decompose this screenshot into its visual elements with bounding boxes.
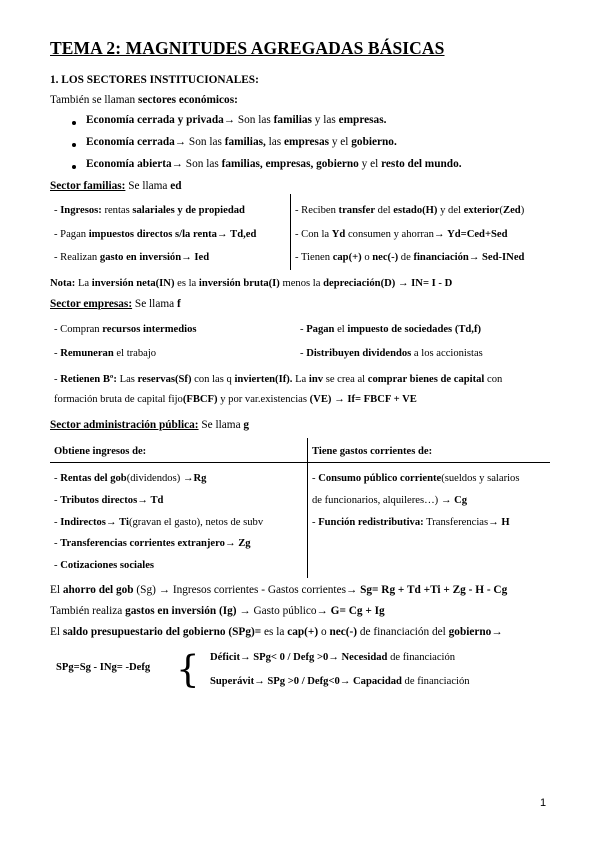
curly-brace-icon: { xyxy=(176,648,200,691)
familias-right-item: - Tienen cap(+) o nec(-) de financiación→ Sed-INed xyxy=(295,252,525,263)
section-heading: 1. LOS SECTORES INSTITUCIONALES: xyxy=(50,74,259,86)
admin-heading: Sector administración pública: Se llama g xyxy=(50,419,250,431)
spg-formula: SPg=Sg - INg= -Defg xyxy=(56,662,151,673)
familias-right-item: - Reciben transfer del estado(H) y del exterior(Zed) xyxy=(295,205,525,216)
empresas-right-item: - Distribuyen dividendos a los accionistas xyxy=(300,348,483,359)
gastos-inversion-line: También realiza gastos en inversión (Ig) → Gasto público→ G= Cg + Ig xyxy=(50,605,385,617)
familias-left-item: - Pagan impuestos directos s/la renta→ Td,ed xyxy=(54,229,257,240)
table-header-rule xyxy=(50,462,550,463)
admin-right-item: de funcionarios, alquileres…) → Cg xyxy=(312,495,468,506)
page-title: TEMA 2: MAGNITUDES AGREGADAS BÁSICAS xyxy=(50,38,445,58)
nota-line: Nota: La inversión neta(IN) es la inversión bruta(I) menos la depreciación(D) → IN= I - D xyxy=(50,278,453,289)
admin-left-item: - Tributos directos→ Td xyxy=(54,495,164,506)
saldo-line: El saldo presupuestario del gobierno (SPg)= es la cap(+) o nec(-) de financiación del gobierno→ xyxy=(50,626,503,638)
admin-right-header: Tiene gastos corrientes de: xyxy=(312,446,433,457)
empresas-left-item: - Remuneran el trabajo xyxy=(54,348,157,359)
retienen-line: - Retienen Bº: Las reservas(Sf) con las q invierten(If). La inv se crea al comprar bienes de capital con xyxy=(54,374,503,385)
intro-line xyxy=(50,94,238,106)
empresas-left-item: - Compran recursos intermedios xyxy=(54,324,197,335)
intro-text: También se llaman xyxy=(50,94,138,106)
familias-heading: Sector familias: Se llama ed xyxy=(50,180,182,192)
intro-bold: sectores económicos: xyxy=(138,94,238,106)
familias-left-item: - Ingresos: rentas salariales y de propiedad xyxy=(54,205,245,216)
empresas-heading: Sector empresas: Se llama f xyxy=(50,298,181,310)
bullet-icon xyxy=(72,143,76,147)
bullet-icon xyxy=(72,165,76,169)
admin-left-header: Obtiene ingresos de: xyxy=(54,446,147,457)
bullet-item: Economía cerrada→ Son las familias, las empresas y el gobierno. xyxy=(86,136,397,148)
ahorro-line: El ahorro del gob (Sg) → Ingresos corrientes - Gastos corrientes→ Sg= Rg + Td +Ti + Zg - H - Cg xyxy=(50,584,508,596)
retienen-line-2: formación bruta de capital fijo(FBCF) y por var.existencias (VE) → If= FBCF + VE xyxy=(54,394,417,405)
empresas-right-item: - Pagan el impuesto de sociedades (Td,f) xyxy=(300,324,482,335)
admin-left-item: - Rentas del gob(dividendos) →Rg xyxy=(54,473,207,484)
admin-left-item: - Indirectos→ Ti(gravan el gasto), netos de subv xyxy=(54,517,264,528)
bullet-item: Economía cerrada y privada→ Son las familias y las empresas. xyxy=(86,114,387,126)
admin-right-item: - Función redistributiva: Transferencias→ H xyxy=(312,517,510,528)
admin-right-item: - Consumo público corriente(sueldos y salarios xyxy=(312,473,520,484)
column-divider xyxy=(307,438,308,578)
superavit-line: Superávit→ SPg >0 / Defg<0→ Capacidad de financiación xyxy=(210,676,470,687)
column-divider xyxy=(290,194,291,270)
familias-left-item: - Realizan gasto en inversión→ Ied xyxy=(54,252,210,263)
bullet-item: Economía abierta→ Son las familias, empresas, gobierno y el resto del mundo. xyxy=(86,158,462,170)
deficit-line: Déficit→ SPg< 0 / Defg >0→ Necesidad de financiación xyxy=(210,652,456,663)
admin-left-item: - Transferencias corrientes extranjero→ Zg xyxy=(54,538,251,549)
bullet-icon xyxy=(72,121,76,125)
page-number: 1 xyxy=(540,797,547,809)
admin-left-item: - Cotizaciones sociales xyxy=(54,560,155,571)
familias-right-item: - Con la Yd consumen y ahorran→ Yd=Ced+Sed xyxy=(295,229,508,240)
